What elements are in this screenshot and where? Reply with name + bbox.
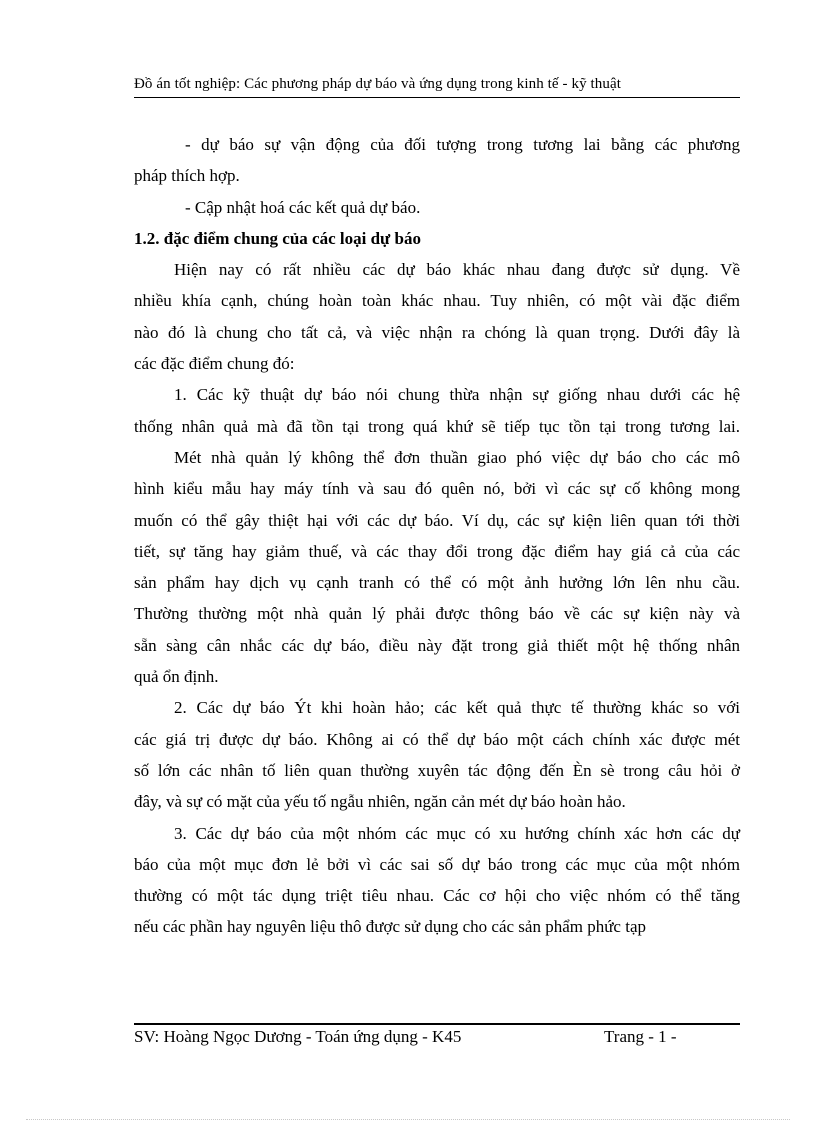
body-line: Mét nhà quản lý không thể đơn thuần giao phó việc dự báo cho các mô [174,447,740,467]
body-line: 1. Các kỹ thuật dự báo nói chung thừa nhận sự giống nhau dưới các hệ [174,385,740,405]
header-rule [134,97,740,98]
body-line: - Cập nhật hoá các kết quả dự báo. [185,197,421,217]
body-line: pháp thích hợp. [134,166,240,186]
body-line: 2. Các dự báo Ýt khi hoàn hảo; các kết quả thực tế thường khác so với [174,698,740,718]
body-line: thống nhân quả mà đã tồn tại trong quá khứ sẽ tiếp tục tồn tại trong tương lai. [134,416,740,436]
page-boundary [26,1119,790,1120]
footer-author: SV: Hoàng Ngọc Dương - Toán ứng dụng - K45 [134,1027,462,1046]
body-line: đây, và sự có mặt của yếu tố ngẫu nhiên, ngăn cản mét dự báo hoàn hảo. [134,792,626,812]
body-line: tiết, sự tăng hay giảm thuế, và các thay đổi trong đặc điểm hay giá cả của các [134,541,740,561]
body-line: nếu các phần hay nguyên liệu thô được sử dụng cho các sản phẩm phức tạp [134,917,647,937]
body-line: nào đó là chung cho tất cả, và việc nhận ra chóng là quan trọng. Dưới đây là [134,322,740,342]
body-line: sản phẩm hay dịch vụ cạnh tranh có thể có một ảnh hưởng lớn lên nhu cầu. [134,573,740,593]
footer-rule [134,1023,740,1025]
body-text [134,129,740,943]
body-line: - dự báo sự vận động của đối tượng trong tương lai bằng các phương [185,135,740,154]
body-line: muốn có thể gây thiệt hại với các dự báo. Ví dụ, các sự kiện liên quan tới thời [134,510,740,530]
body-line: Hiện nay có rất nhiều các dự báo khác nhau đang được sử dụng. Về [174,260,740,280]
body-line: hình kiểu mẫu hay máy tính và sau đó quên nó, bởi vì các sự cố không mong [134,479,740,499]
body-line: số lớn các nhân tố liên quan thường xuyên tác động đến Èn sè trong câu hỏi ở [134,760,740,780]
body-line: sẵn sàng cân nhắc các dự báo, điều này đặt trong giả thiết một hệ thống nhân [134,635,740,655]
body-line: các đặc điểm chung đó: [134,354,295,374]
body-line: 3. Các dự báo của một nhóm các mục có xu hướng chính xác hơn các dự [174,823,740,843]
footer-page-number: Trang - 1 - [604,1027,677,1046]
running-header: Đồ án tốt nghiệp: Các phương pháp dự báo và ứng dụng trong kinh tế - kỹ thuật [134,76,622,92]
body-line: quả ổn định. [134,667,219,687]
body-line: nhiều khía cạnh, chúng hoàn toàn khác nhau. Tuy nhiên, có một vài đặc điểm [134,291,740,311]
body-line: Thường thường một nhà quản lý phải được thông báo về các sự kiện này và [134,604,740,624]
body-line: các giá trị được dự báo. Không ai có thể dự báo một cách chính xác được mét [134,729,740,749]
section-heading: 1.2. đặc điểm chung của các loại dự báo [134,228,421,248]
body-line: báo của một mục đơn lẻ bởi vì các sai số dự báo trong các mục của một nhóm [134,854,740,874]
body-line: thường có một tác dụng triệt tiêu nhau. Các cơ hội cho việc nhóm có thể tăng [134,886,740,906]
